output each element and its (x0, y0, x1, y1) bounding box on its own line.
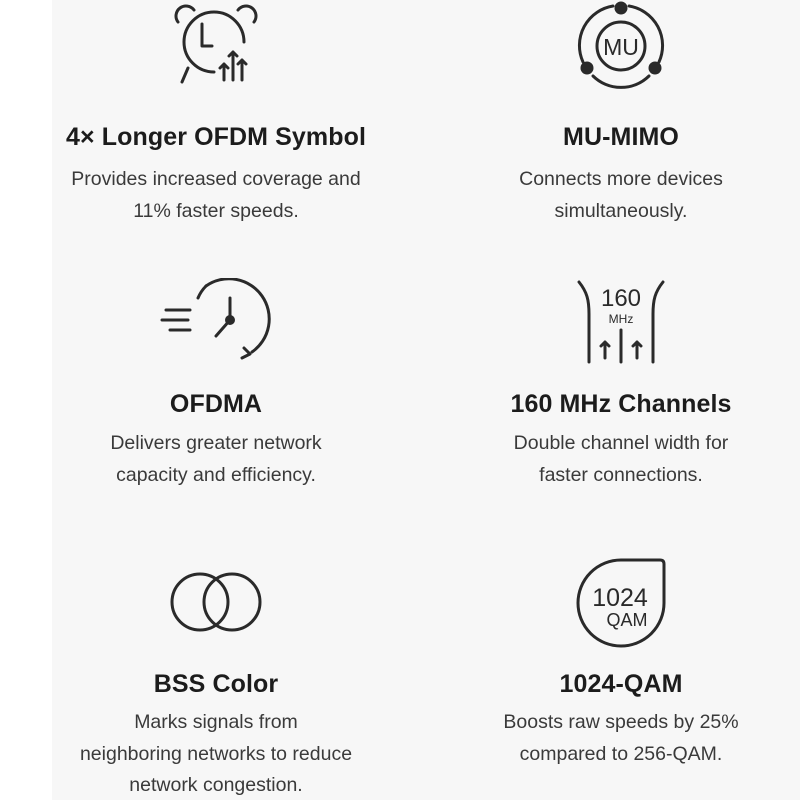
feature-title: 160 MHz Channels (510, 390, 732, 418)
feature-title: MU-MIMO (563, 123, 679, 151)
feature-title: BSS Color (153, 670, 279, 698)
channel-width-icon (575, 278, 667, 370)
svg-text:160: 160 (600, 285, 642, 312)
svg-text:MHz: MHz (608, 312, 634, 326)
feature-title: 1024-QAM (559, 670, 683, 698)
feature-description: Boosts raw speeds by 25% compared to 256-QAM. (503, 711, 739, 765)
feature-description: Marks signals from neighboring networks to reduce network congestion. (79, 711, 353, 796)
feature-description: Double channel width for faster connections. (513, 432, 729, 486)
feature-description: Connects more devices simultaneously. (519, 168, 723, 222)
feature-title: 4× Longer OFDM Symbol (65, 123, 367, 151)
qam-badge-icon (574, 556, 668, 650)
feature-title: OFDMA (169, 390, 263, 418)
feature-description: Provides increased coverage and 11% faster speeds. (71, 168, 361, 222)
overlapping-circles-icon (168, 570, 264, 634)
feature-description: Delivers greater network capacity and efficiency. (110, 432, 322, 486)
fast-clock-icon (160, 278, 272, 364)
svg-text:QAM: QAM (606, 610, 648, 630)
svg-text:MU: MU (603, 34, 639, 60)
svg-text:1024: 1024 (592, 584, 648, 612)
mu-mimo-orbit-icon (573, 0, 669, 92)
alarm-clock-uplink-icon (174, 4, 258, 86)
